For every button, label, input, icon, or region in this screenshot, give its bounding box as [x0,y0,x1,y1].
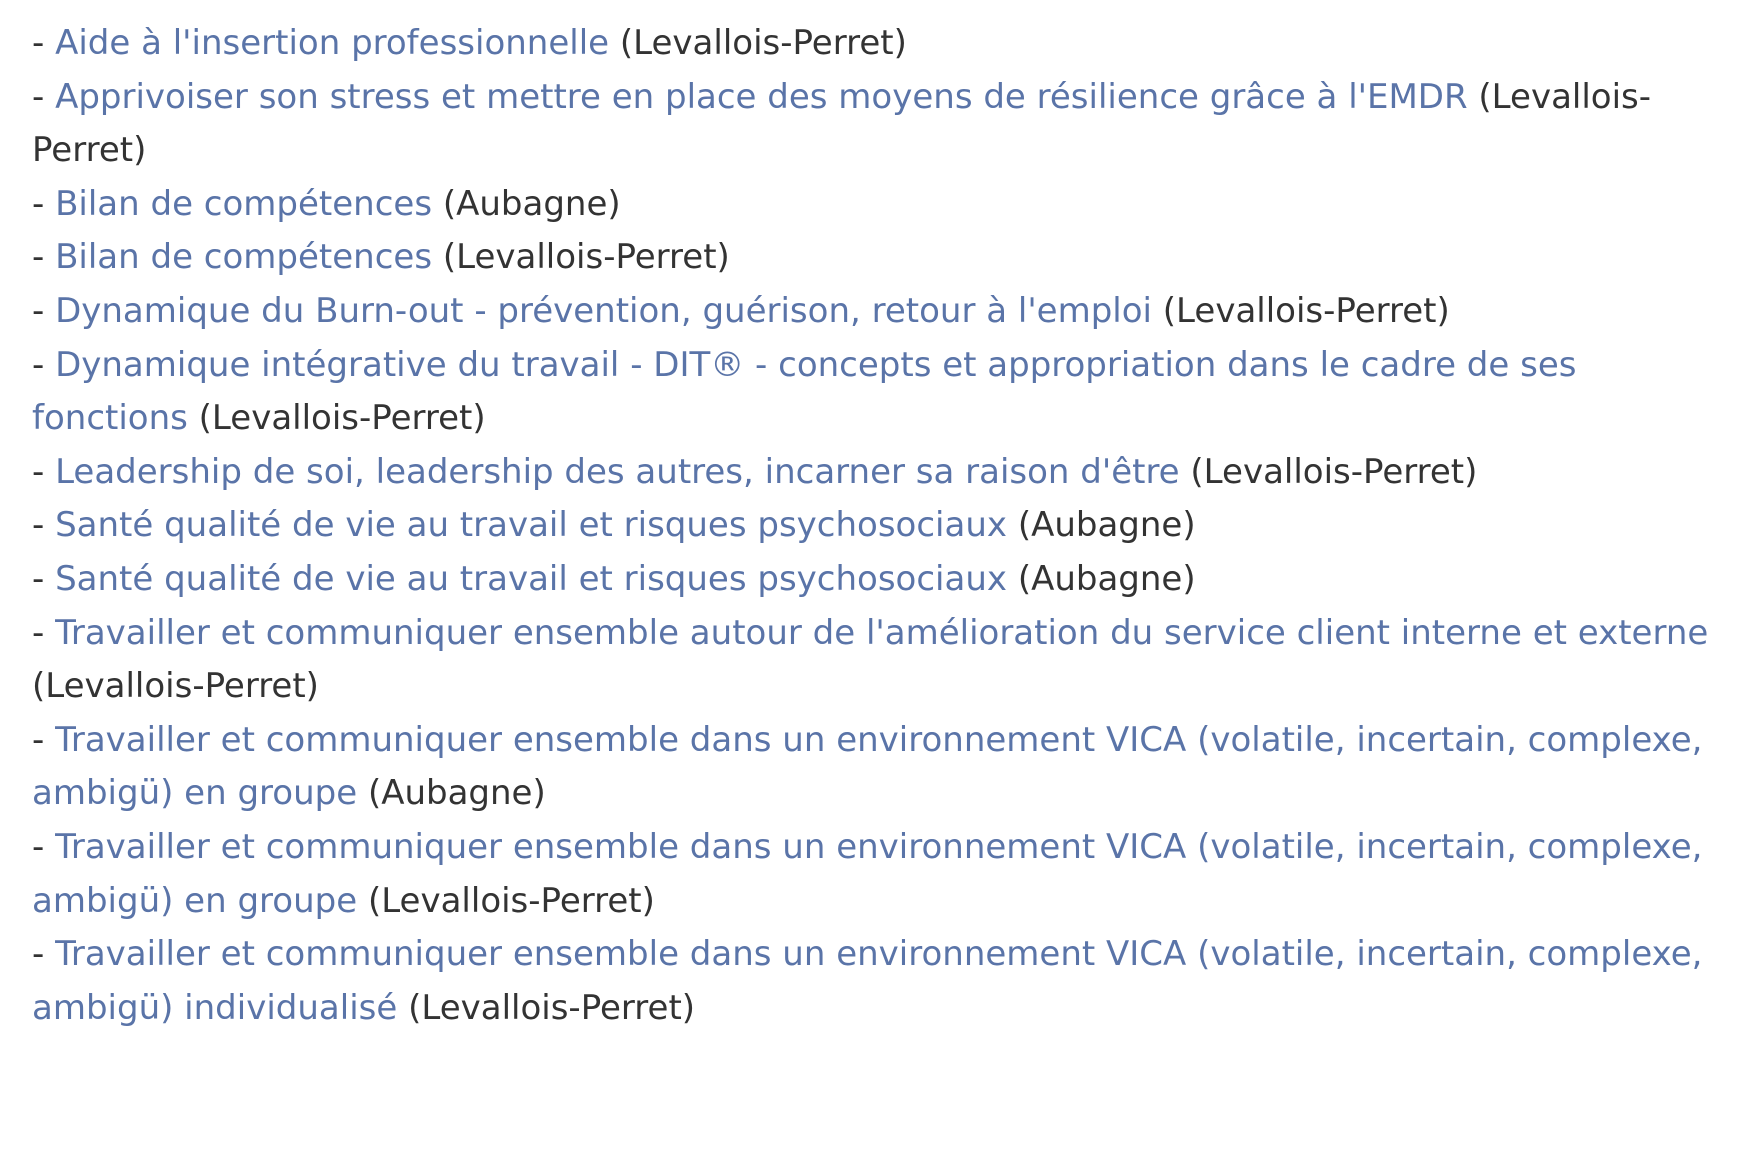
list-dash: - [32,826,56,867]
course-link[interactable]: Bilan de compétences [55,237,433,278]
course-location: (Aubagne) [442,183,621,224]
course-location: (Levallois-Perret) [32,76,1652,171]
list-dash: - [32,934,56,975]
course-location: (Levallois-Perret) [367,880,655,921]
course-location: (Levallois-Perret) [1162,290,1450,331]
course-location: (Aubagne) [1017,558,1196,599]
course-item [32,446,1732,500]
course-link[interactable]: Santé qualité de vie au travail et risques psychosociaux [55,505,1007,546]
course-item [32,17,1732,71]
list-dash: - [32,183,56,224]
course-link[interactable]: Travailler et communiquer ensemble dans un environnement VICA (volatile, incertain, complexe, ambigü) en groupe [32,719,1703,814]
list-dash: - [32,23,56,63]
course-item [32,71,1732,178]
course-list [32,17,1732,1035]
course-link[interactable]: Dynamique intégrative du travail - DIT® - concepts et appropriation dans le cadre de ses fonctions [32,344,1577,439]
course-location: (Levallois-Perret) [408,987,696,1028]
course-item [32,821,1732,928]
course-item [32,231,1732,285]
list-dash: - [32,290,56,331]
list-dash: - [32,719,56,760]
course-location: (Aubagne) [1017,505,1196,546]
course-link[interactable]: Santé qualité de vie au travail et risques psychosociaux [55,558,1007,599]
list-dash: - [32,344,56,385]
course-item [32,178,1732,232]
list-dash: - [32,76,56,117]
course-link[interactable]: Leadership de soi, leadership des autres, incarner sa raison d'être [55,451,1180,492]
course-location: (Aubagne) [367,773,546,814]
course-item [32,607,1732,714]
course-item [32,499,1732,553]
list-dash: - [32,505,56,546]
course-item [32,285,1732,339]
course-link[interactable]: Apprivoiser son stress et mettre en place des moyens de résilience grâce à l'EMDR [55,76,1468,117]
course-location: (Levallois-Perret) [1190,451,1478,492]
course-location: (Levallois-Perret) [32,666,319,707]
list-dash: - [32,451,56,492]
list-dash: - [32,237,56,278]
course-link[interactable]: Bilan de compétences [55,183,433,224]
course-link[interactable]: Aide à l'insertion professionnelle [55,23,610,63]
course-location: (Levallois-Perret) [619,23,907,63]
course-item [32,714,1732,821]
course-location: (Levallois-Perret) [442,237,730,278]
list-dash: - [32,558,56,599]
course-link[interactable]: Travailler et communiquer ensemble dans un environnement VICA (volatile, incertain, complexe, ambigü) en groupe [32,826,1703,921]
course-item [32,339,1732,446]
list-dash: - [32,612,56,653]
course-item [32,553,1732,607]
course-link[interactable]: Travailler et communiquer ensemble autour de l'amélioration du service client interne et externe [55,612,1709,653]
course-link[interactable]: Dynamique du Burn-out - prévention, guérison, retour à l'emploi [55,290,1152,331]
course-link[interactable]: Travailler et communiquer ensemble dans un environnement VICA (volatile, incertain, complexe, ambigü) individualisé [32,934,1703,1028]
course-location: (Levallois-Perret) [198,398,486,439]
course-item [32,928,1732,1035]
